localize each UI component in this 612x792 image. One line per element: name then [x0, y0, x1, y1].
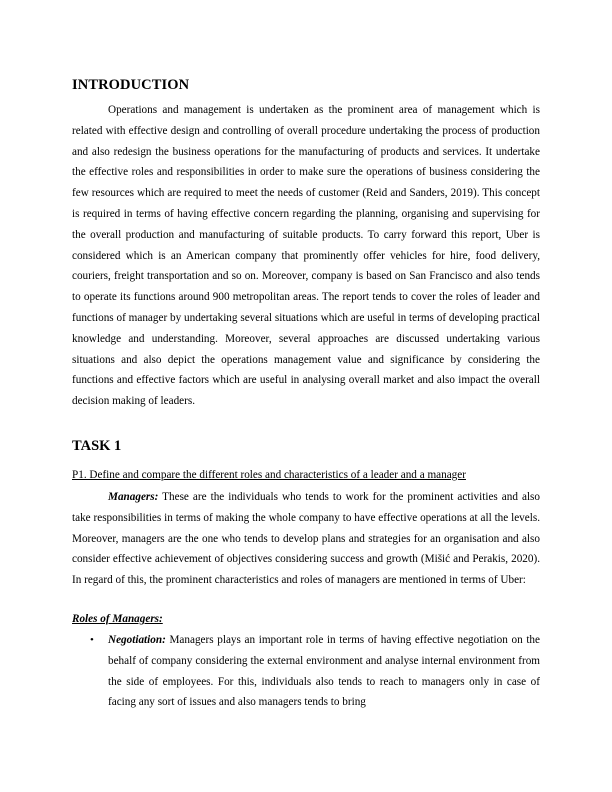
bullet-icon: • — [90, 634, 94, 646]
heading-introduction: INTRODUCTION — [72, 77, 190, 93]
managers-paragraph — [72, 487, 540, 591]
heading-task-1: TASK 1 — [72, 438, 122, 454]
list-item — [72, 630, 540, 713]
task-subheading: P1. Define and compare the different roles and characteristics of a leader and a manager — [72, 469, 466, 481]
roles-of-managers-heading: Roles of Managers: — [72, 613, 163, 625]
managers-label: Managers: — [108, 491, 159, 503]
roles-bullet-list — [72, 630, 540, 713]
bullet-label: Negotiation: — [108, 634, 166, 646]
bullet-text: Managers plays an important role in terms of having effective negotiation on the behalf of company considering the external environment and analyse internal environment from the side of employees. For this, individuals also tends to reach to managers only in case of facing any sort of issues and also managers tends to bring — [108, 634, 540, 709]
managers-text: These are the individuals who tends to work for the prominent activities and also take responsibilities in terms of making the whole company to have effective operations at all the levels. Moreover, managers are the one who tends to develop plans and strategies for an organisation and also consider effective achievement of objectives considering success and growth (Mišić and Perakis, 2020). In regard of this, the prominent characteristics and roles of managers are mentioned in terms of Uber: — [72, 491, 540, 587]
introduction-paragraph: Operations and management is undertaken as the prominent area of management which is related with effective design and controlling of overall procedure undertaking the process of production and also redesign the business operations for the manufacturing of products and services. It undertake the effective roles and responsibilities in order to make sure the operations of business considering the few resources which are required to meet the needs of customer (Reid and Sanders, 2019). This concept is required in terms of having effective concern regarding the planning, organising and supervising for the overall production and manufacturing of suitable products. To carry forward this report, Uber is considered which is an American company that prominently offer vehicles for hire, food delivery, couriers, freight transportation and so on. Moreover, company is based on San Francisco and also tends to operate its functions around 900 metropolitan areas. The report tends to cover the roles of leader and functions of manager by undertaking several situations which are useful in terms of developing practical knowledge and understanding. Moreover, several approaches are discussed undertaking various situations and also depict the operations management value and significance by considering the functions and effective factors which are useful in analysing overall market and also impact the overall decision making of leaders. — [72, 104, 540, 408]
